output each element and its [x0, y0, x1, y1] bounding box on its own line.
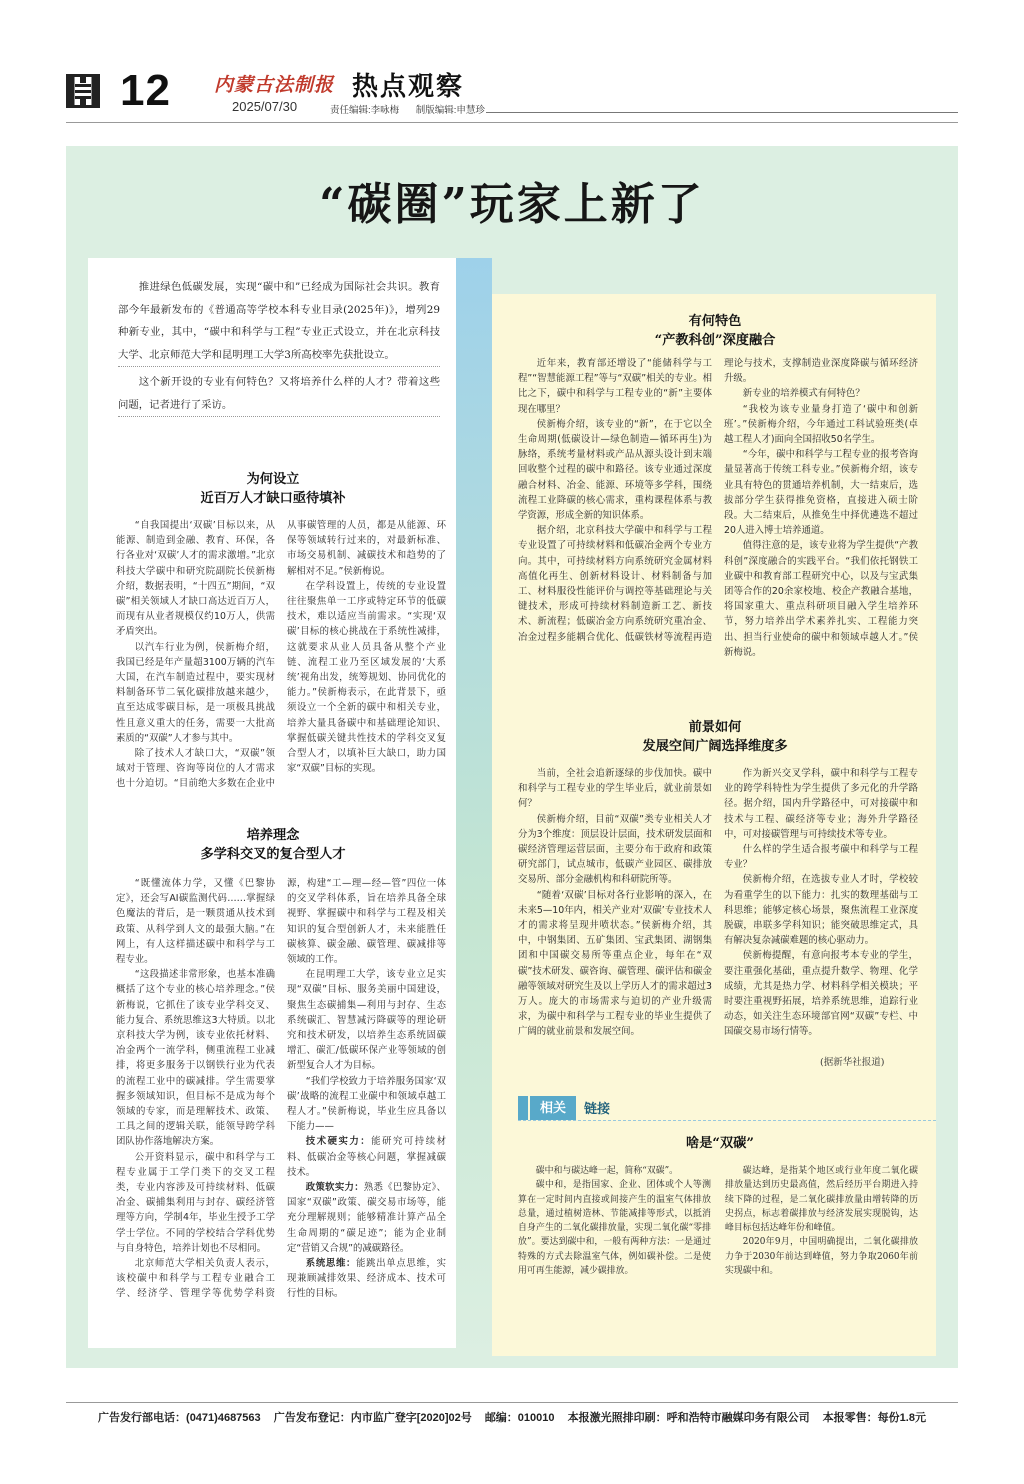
paragraph: 2020年9月，中国明确提出，二氧化碳排放力争于2030年前达到峰值，努力争取2060年前实现碳中和。	[725, 1237, 918, 1277]
text: 能跳出单点思维，实现兼顾减排效果、经济成本、技术可行性的目标。	[287, 1258, 446, 1300]
paragraph: 在昆明理工大学，该专业立足实现“双碳”目标、服务美丽中国建设，聚焦生态碳捕集—利用与封存、生态系统碳汇、智慧减污降碳等的理论研究和技术研发，以培养生态系统固碳增汇、碳汇/低碳环保产业等领域的创新型复合人才为目标。	[287, 969, 446, 1072]
why-heading	[108, 470, 438, 508]
training-body	[116, 876, 446, 1342]
footer-ad-phone: 广告发行部电话：(0471)4687563	[98, 1412, 261, 1424]
section-title: 热点观察	[352, 72, 465, 102]
article-title: “碳圈”玩家上新了	[319, 179, 705, 230]
paragraph: 近年来，教育部还增设了“能储科学与工程”“智慧能源工程”等与“双碳”相关的专业。相比之下，碳中和科学与工程专业的“新”主要体现在哪里？	[518, 358, 712, 415]
intro-paragraph: 这个新开设的专业有何特色？又将培养什么样的人才？带着这些问题，记者进行了采访。	[118, 371, 440, 417]
prospect-heading-line1: 前景如何	[688, 720, 742, 735]
training-heading	[108, 826, 438, 864]
decorative-stripe	[456, 258, 492, 1358]
paragraph: 碳中和与碳达峰一起，简称“双碳”。	[535, 1166, 678, 1176]
paragraph: 值得注意的是，该专业将为学生提供“产教科创”深度融合的实践平台。“我们依托钢铁工业碳中和教育部工程研究中心，以及与宝武集团等合作的20余家校地、校企产教融合基地，将国家重大、重点科研项目融入学生培养环节，努力培养出学术素养扎实、工程能力突出、担当行业使命的碳中和领域卓越人才。”侯新梅说。	[724, 540, 918, 658]
footer-ad-registration: 广告发布登记：内市监广登字[2020]02号	[273, 1412, 472, 1424]
paragraph: “既懂流体力学，又懂《巴黎协定》，还会写AI碳监测代码……掌握绿色魔法的背后，是一颗贯通从技术到政策、从科学到人文的最强大脑。”在网上，有人这样描述碳中和科学与工程专业。	[116, 878, 275, 966]
training-heading-line2: 多学科交叉的复合型人才	[200, 847, 346, 862]
prospect-heading	[560, 718, 870, 756]
paragraph: 侯新梅介绍，目前“双碳”类专业相关人才分为3个维度：顶层设计层面，技术研发层面和碳经济管理运营层面，主要分布于政府和政策研究部门，试点城市，低碳产业园区、碳排放交易所、部分金融机构和科研院所等。	[518, 813, 712, 886]
intro	[118, 276, 440, 417]
paragraph: 侯新梅介绍，该专业的“新”，在于它以全生命周期(低碳设计—绿色制造—循环再生)为脉络，系统考量材料或产品从源头设计到末端回收整个过程的碳中和路径。该专业通过深度融合材料、冶金、能源、环境等多学科，围绕流程工业降碳的核心需求，重构课程体系与教学资源，形成全新的知识体系。	[518, 418, 712, 522]
source-note: (据新华社报道)	[820, 1057, 885, 1068]
paragraph	[287, 1256, 446, 1302]
why-heading-line1: 为何设立	[246, 472, 300, 487]
bold-label: 技术硬实力：	[305, 1136, 372, 1148]
bold-label: 政策软实力：	[305, 1182, 364, 1194]
related-text: 链接	[584, 1101, 611, 1116]
paragraph: “我校为该专业量身打造了‘碳中和创新班’。”侯新梅介绍，今年通过工科试验班类(卓越工程人才)面向全国招收50名学生。	[724, 403, 918, 446]
paragraph: 碳中和，是指国家、企业、团体或个人等测算在一定时间内直接或间接产生的温室气体排放总量，通过植树造林、节能减排等形式，以抵消自身产生的二氧化碳排放量，实现二氧化碳“零排放”。要达到碳中和，一般有两种方法：一是通过特殊的方式去除温室气体，例如碳补偿。二是使用可再生能源，减少碳排放。	[518, 1180, 711, 1277]
editor-credits	[330, 102, 499, 116]
paragraph: 据介绍，北京科技大学碳中和科学与工程专业设置了可持续材料和低碳冶金两个专业方向。其中，可持续材料方向系统研究金属材料高值化再生、创新材料设计、材料制备与加工、材料服役性能评价与调控等基础理论与关键技术，形成可持续材料制造新工艺、新技术、新流程；低碳冶金方向系统研究重冶金、冶金过程多能耦合优化、低碳铁材等流程再造理论与技术，支撑制造业深度降碳与循环经济升级。	[518, 358, 918, 643]
layout-editor: 制版编辑:申慧珍	[415, 105, 485, 116]
related-label: 相关	[530, 1096, 576, 1120]
prospect-heading-line2: 发展空间广阔选择维度多	[642, 739, 788, 754]
paragraph: “这段描述非常形象，也基本准确概括了这个专业的核心培养理念。”侯新梅说，它抓住了该专业学科交叉、能力复合、系统思维这3大特质。以北京科技大学为例，该专业依托材料、冶金两个一流学科，侧重流程工业减排，将更多服务于以钢铁行业为代表的流程工业中的碳减排。学生需要掌握多领域知识，但目标不是成为每个领域的专家，而是理解技术、政策、工具之间的逻辑关联，能领导跨学科团队协作落地解决方案。	[116, 969, 275, 1148]
paragraph: 在学科设置上，传统的专业设置往往聚焦单一工序或特定环节的低碳技术，难以适应当前需求。“实现‘双碳’目标的核心挑战在于系统性减排，这就要求从业人员具备从整个产业链、流程工业乃至区域发展的‘大系统’视角出发，统筹规划、协同优化的能力。”侯新梅表示，在此背景下，亟须设立一个全新的碳中和相关专业，培养大量具备碳中和基础理论知识、掌握低碳关键共性技术的学科交叉复合型人才，以填补巨大缺口，助力国家“双碳”目标的实现。	[287, 580, 446, 775]
issue-date: 2025/07/30	[232, 99, 298, 114]
header-rule	[486, 112, 958, 113]
paragraph	[287, 1134, 446, 1180]
paragraph	[287, 1180, 446, 1256]
related-heading: 啥是“双碳”	[686, 1136, 754, 1151]
paragraph: 侯新梅介绍，在选拔专业人才时，学校较为看重学生的以下能力：扎实的数理基础与工科思维；能够定核心场景，聚焦流程工业深度脱碳，串联多学科知识；能突破思维定式，具有解决复杂减碳难题的核心驱动力。	[724, 874, 918, 947]
paragraph: 什么样的学生适合报考碳中和科学与工程专业？	[724, 844, 918, 871]
training-heading-line1: 培养理念	[246, 828, 300, 843]
related-bar	[518, 1096, 528, 1120]
header-divider	[66, 122, 958, 123]
feature-body	[518, 356, 918, 706]
text: 熟悉《巴黎协定》、国家“双碳”政策、碳交易市场等，能充分理解规则；能够精准计算产品全生命周期的“碳足迹”；能为企业制定“营销又合规”的减碳路径。	[287, 1182, 446, 1254]
feature-heading-line2: “产教科创”深度融合	[654, 333, 776, 348]
paragraph: 新专业的培养模式有何特色？	[742, 388, 865, 400]
paragraph: 碳达峰，是指某个地区或行业年度二氧化碳排放量达到历史最高值，然后经历平台期进入持续下降的过程，是二氧化碳排放量由增转降的历史拐点，标志着碳排放与经济发展实现脱钩，达峰目标包括达峰年份和峰值。	[725, 1166, 918, 1234]
footer-postcode: 邮编：010010	[484, 1412, 555, 1424]
qr-code	[66, 74, 100, 108]
paragraph: 当前，全社会追新逐绿的步伐加快。碳中和科学与工程专业的学生毕业后，就业前景如何？	[518, 768, 712, 810]
paragraph: “随着‘双碳’目标对各行业影响的深入，在未来5—10年内，相关产业对‘双碳’专业技术人才的需求将呈现井喷状态。”侯新梅介绍，其中，中钢集团、五矿集团、宝武集团、湖钢集团和中国碳交易所等重点企业，每年在“双碳”技术研发、碳咨询、碳管理、碳评估和碳金融等领域对研究生及以上学历人才的需求超过3万人。庞大的市场需求与迫切的产业升级需求，为碳中和科学与工程专业的毕业生提供了广阔的就业前景和发展空间。	[518, 889, 712, 1038]
bold-label: 系统思维：	[305, 1258, 357, 1270]
why-heading-line2: 近百万人才缺口亟待填补	[200, 491, 346, 506]
newspaper-logo: 内蒙古法制报	[214, 74, 335, 96]
footer-printer: 本报激光照排印刷：呼和浩特市融媒印务有限公司	[567, 1412, 810, 1424]
paragraph: “自我国提出‘双碳’目标以来，从能源、制造到金融、教育、环保，各行各业对‘双碳’人才的需求激增。”北京科技大学碳中和研究院副院长侯新梅介绍，数据表明，“十四五”期间，“双碳”相关领域人才缺口高达近百万人，而现有从业者规模仅约10万人，供需矛盾突出。	[116, 520, 275, 638]
intro-paragraph: 推进绿色低碳发展，实现“碳中和”已经成为国际社会共识。教育部今年最新发布的《普通高等学校本科专业目录(2025年)》，增列29种新专业，其中，“碳中和科学与工程”专业正式设立，并在北京科技大学、北京师范大学和昆明理工大学3所高校率先获批设立。	[118, 276, 440, 367]
footer-price: 本报零售：每份1.8元	[822, 1412, 926, 1424]
prospect-body	[518, 766, 918, 1056]
why-body	[116, 518, 446, 818]
page-number: 12	[120, 66, 171, 115]
related-link-tag	[518, 1096, 650, 1120]
feature-heading	[560, 312, 870, 350]
paragraph: “今年，碳中和科学与工程专业的报考咨询量显著高于传统工科专业。”侯新梅介绍，该专业具有特色的贯通培养机制，大一结束后，选拔部分学生获得推免资格，直接进入硕士阶段。大二结束后，从推免生中择优遴选不超过20人进入博士培养通道。	[724, 449, 918, 537]
feature-heading-line1: 有何特色	[688, 314, 742, 329]
footer	[66, 1402, 958, 1425]
paragraph: 除了技术人才缺口大，“双碳”领域对于管理、咨询等岗位的人才需求也十分迫切。“目前绝大多数在企业中从事碳管理的人员，都是从能源、环保等领域转行过来的，对最新标准、市场交易机制、减碳技术和趋势的了解相对不足。”侯新梅说。	[116, 520, 446, 790]
related-body	[518, 1164, 918, 1278]
paragraph: 以汽车行业为例，侯新梅介绍，我国已经是年产量超3100万辆的汽车大国，在汽车制造过程中，要实现材料制备环节二氧化碳排放越来越少，直至达成零碳目标，是一项极具挑战性且意义重大的任务，需要一大批高素质的“双碳”人才参与其中。	[116, 641, 275, 744]
paragraph: 作为新兴交叉学科，碳中和科学与工程专业的跨学科特性为学生提供了多元化的升学路径。据介绍，国内升学路径中，可对接碳中和技术与工程、碳经济等专业；海外升学路径中，可对接碳管理与可持续技术等专业。	[724, 768, 918, 840]
paragraph: 北京师范大学相关负责人表示，该校碳中和科学与工程专业融合工学、经济学、管理学等优势学科资源，构建“工—理—经—管”四位一体的交叉学科体系，旨在培养具备全球视野、掌握碳中和科学与工程及相关知识的复合型创新人才，未来能胜任碳核算、碳金融、碳管理、碳减排等领域的工作。	[116, 878, 446, 1300]
paragraph: 侯新梅提醒，有意向报考本专业的学生，要注重强化基础，重点提升数学、物理、化学成绩，尤其是热力学、材料科学相关模块；平时要注重视野拓展，培养系统思维，追踪行业动态，如关注生态环境部官网“双碳”专栏、中国碳交易市场行情等。	[724, 950, 918, 1038]
paragraph: 公开资料显示，碳中和科学与工程专业属于工学门类下的交叉工程类，专业内容涉及可持续材料、低碳冶金、碳捕集利用与封存、碳经济管理等方向，学制4年，毕业生授予工学学士学位。不同的学校结合学科优势与自身特色，培养计划也不尽相同。	[116, 1151, 275, 1254]
related-divider	[518, 1120, 936, 1121]
paragraph: “我们学校致力于培养服务国家‘双碳’战略的流程工业碳中和领域卓越工程人才。”侯新梅说，毕业生应具备以下能力——	[287, 1075, 446, 1133]
editor: 责任编辑:李咏梅	[330, 105, 400, 116]
text: 能研究可持续材料、低碳冶金等核心问题，掌握减碳技术。	[287, 1136, 446, 1178]
